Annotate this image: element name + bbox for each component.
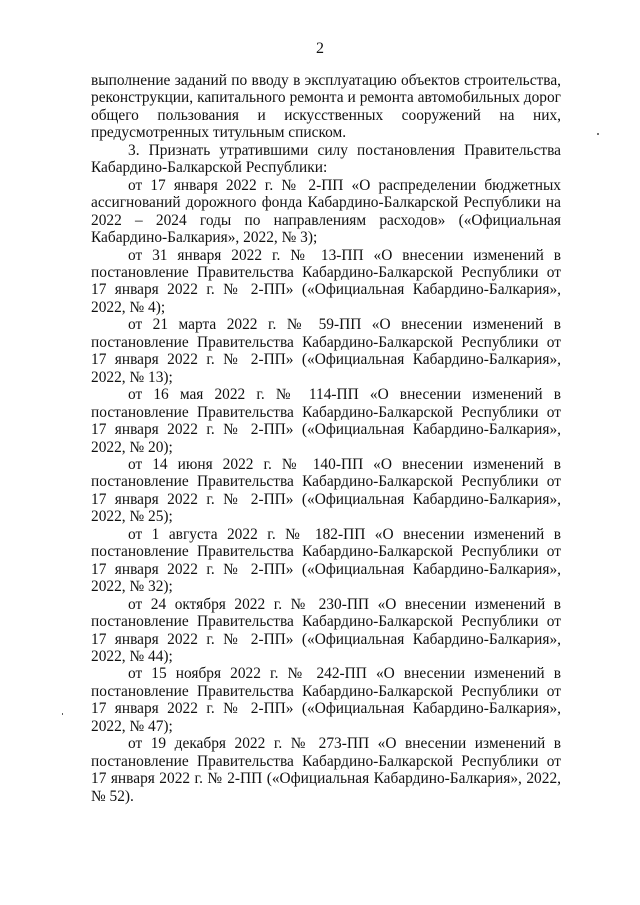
repealed-decree-140-pp: от 14 июня 2022 г. № 140-ПП «О внесении изменений в постановление Правительства Кабардино-Балкарской Республики от 17 января 2022 г. № 2-ПП» («Официальная Кабардино-Балкария», 2022, № 25); xyxy=(91,455,561,526)
repealed-decree-182-pp: от 1 августа 2022 г. № 182-ПП «О внесении изменений в постановление Правительства Кабардино-Балкарской Республики от 17 января 2022 г. № 2-ПП» («Официальная Кабардино-Балкария», 2022, № 32); xyxy=(91,525,561,596)
paragraph-item-3: 3. Признать утратившими силу постановления Правительства Кабардино-Балкарской Республики: xyxy=(91,141,561,177)
document-body xyxy=(91,72,561,805)
repealed-decree-13-pp: от 31 января 2022 г. № 13-ПП «О внесении изменений в постановление Правительства Кабардино-Балкарской Республики от 17 января 2022 г. № 2-ПП» («Официальная Кабардино-Балкария», 2022, № 4); xyxy=(91,246,561,316)
repealed-decree-230-pp: от 24 октября 2022 г. № 230-ПП «О внесении изменений в постановление Правительства Кабардино-Балкарской Республики от 17 января 2022 г. № 2-ПП» («Официальная Кабардино-Балкария», 2022, № 44); xyxy=(91,595,561,665)
repealed-decree-59-pp: от 21 марта 2022 г. № 59-ПП «О внесении изменений в постановление Правительства Кабардино-Балкарской Республики от 17 января 2022 г. № 2-ПП» («Официальная Кабардино-Балкария», 2022, № 13); xyxy=(91,316,561,386)
scan-mark xyxy=(62,713,63,715)
repealed-decree-114-pp: от 16 мая 2022 г. № 114-ПП «О внесении изменений в постановление Правительства Кабардино-Балкарской Республики от 17 января 2022 г. № 2-ПП» («Официальная Кабардино-Балкария», 2022, № 20); xyxy=(91,386,561,456)
scan-mark xyxy=(597,133,599,135)
repealed-decree-273-pp: от 19 декабря 2022 г. № 273-ПП «О внесении изменений в постановление Правительства Кабардино-Балкарской Республики от 17 января 2022 г. № 2-ПП («Официальная Кабардино-Балкария», 2022, № 52). xyxy=(91,735,561,805)
repealed-decree-2-pp: от 17 января 2022 г. № 2-ПП «О распределении бюджетных ассигнований дорожного фонда Кабардино-Балкарской Республики на 2022 – 2024 годы по направлениям расходов» («Официальная Кабардино-Балкария», 2022, № 3); xyxy=(91,176,561,247)
page-number: 2 xyxy=(316,40,324,57)
repealed-decree-242-pp: от 15 ноября 2022 г. № 242-ПП «О внесении изменений в постановление Правительства Кабардино-Балкарской Республики от 17 января 2022 г. № 2-ПП» («Официальная Кабардино-Балкария», 2022, № 47); xyxy=(91,665,561,735)
paragraph-continuation: выполнение заданий по вводу в эксплуатацию объектов строительства, реконструкции, капитального ремонта и ремонта автомобильных дорог общего пользования и искусственных сооружений на них, предусмотренных титульным списком. xyxy=(91,72,561,142)
